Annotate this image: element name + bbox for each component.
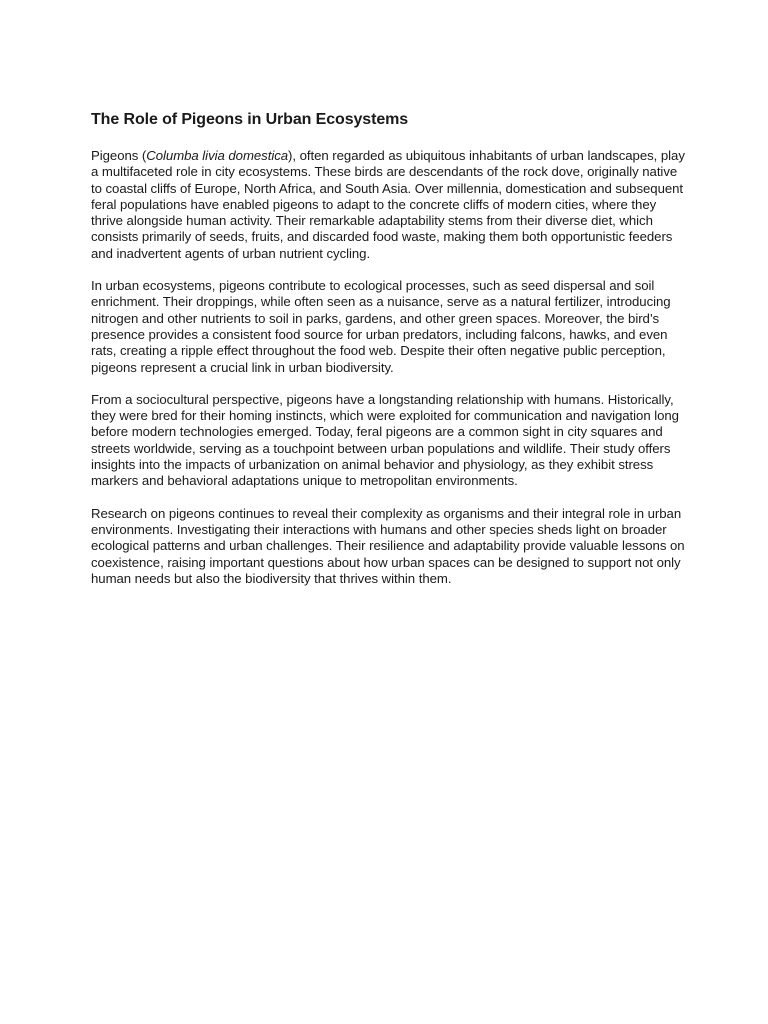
- scientific-name: Columba livia domestica: [146, 148, 289, 163]
- paragraph-intro-text-end: ), often regarded as ubiquitous inhabitants of urban landscapes, play a multifaceted role in city ecosystems. These birds are descendants of the rock dove, originally native to coastal cliffs of Europe, North Africa, and South Asia. Over millennia, domestication and subsequent feral populations have enabled pigeons to adapt to the concrete cliffs of modern cities, where they thrive alongside human activity. Their remarkable adaptability stems from their diverse diet, which consists primarily of seeds, fruits, and discarded food waste, making them both opportunistic feeders and inadvertent agents of urban nutrient cycling.: [91, 148, 685, 261]
- document-body: [91, 110, 691, 603]
- paragraph-research: Research on pigeons continues to reveal their complexity as organisms and their integral role in urban environments. Investigating their interactions with humans and other species sheds light on broader ecological patterns and urban challenges. Their resilience and adaptability provide valuable lessons on coexistence, raising important questions about how urban spaces can be designed to support not only human needs but also the biodiversity that thrives within them.: [91, 505, 685, 586]
- paragraph-intro-text-start: Pigeons (: [91, 148, 147, 163]
- paragraph-intro: [91, 148, 691, 262]
- paragraph-sociocultural: From a sociocultural perspective, pigeons have a longstanding relationship with humans. Historically, they were bred for their homing instincts, which were exploited for communication and navigation long before modern technologies emerged. Today, feral pigeons are a common sight in city squares and streets worldwide, serving as a touchpoint between urban populations and wildlife. Their study offers insights into the impacts of urbanization on animal behavior and physiology, as they exhibit stress markers and behavioral adaptations unique to metropolitan environments.: [91, 391, 679, 489]
- document-title: The Role of Pigeons in Urban Ecosystems: [91, 111, 409, 128]
- paragraph-ecology: In urban ecosystems, pigeons contribute to ecological processes, such as seed dispersal and soil enrichment. Their droppings, while often seen as a nuisance, serve as a natural fertilizer, introducing nitrogen and other nutrients to soil in parks, gardens, and other green spaces. Moreover, the bird’s presence provides a consistent food source for urban predators, including falcons, hawks, and even rats, creating a ripple effect throughout the food web. Despite their often negative public perception, pigeons represent a crucial link in urban biodiversity.: [91, 278, 671, 375]
